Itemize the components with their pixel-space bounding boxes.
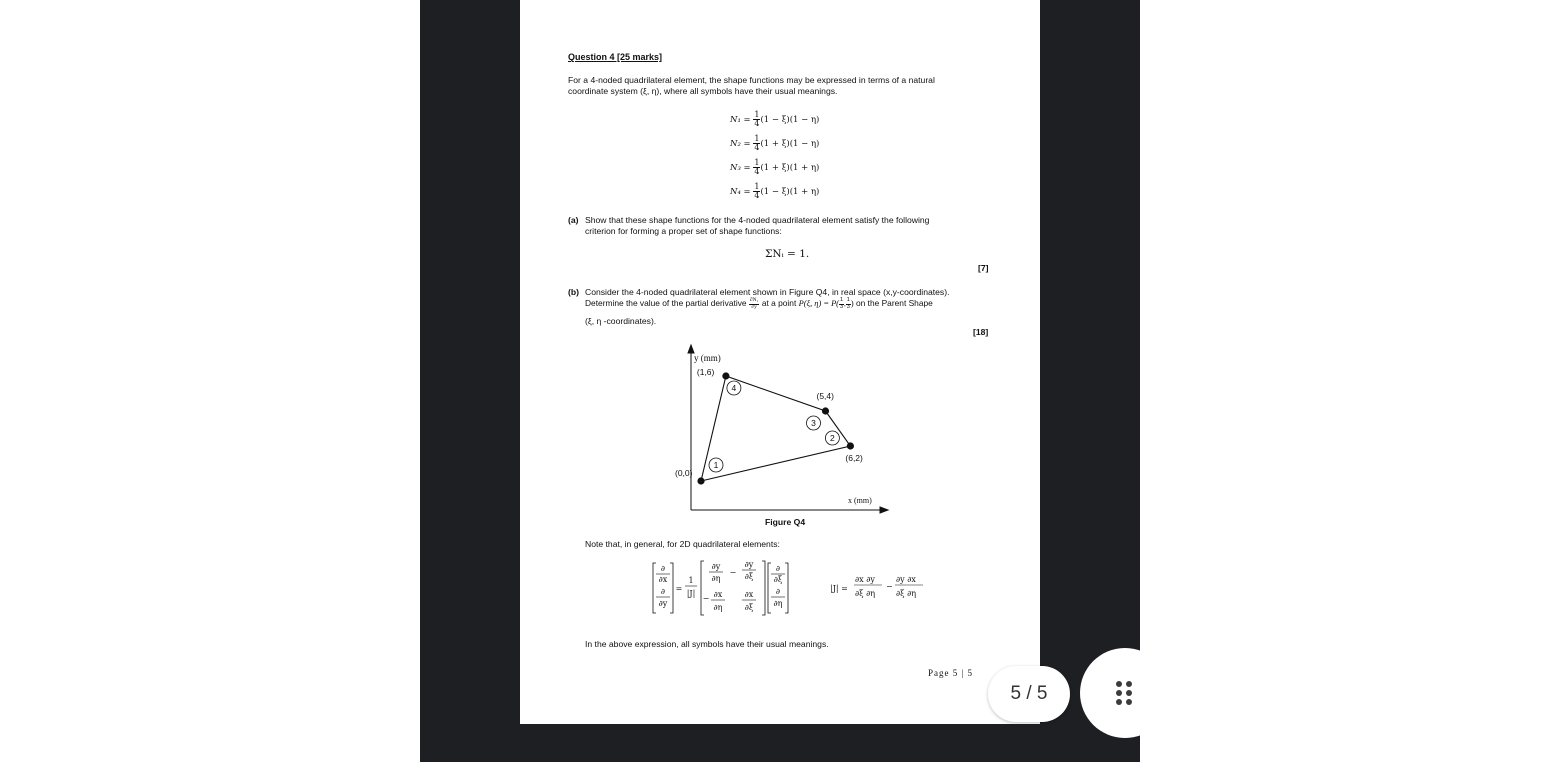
m22-num: ∂x — [744, 590, 754, 599]
shape-function-lhs: N₁ = — [730, 115, 754, 125]
node-2-number: 2 — [830, 433, 835, 443]
part-b-label: (b) — [568, 287, 579, 297]
rhs-d-top: ∂ — [775, 564, 781, 573]
node-2-coord-label: (6,2) — [845, 453, 863, 463]
lhs-d-bottom: ∂ — [660, 587, 666, 596]
frac-num: 1 — [754, 134, 760, 143]
jacobian-lhs: |J| = — [830, 584, 848, 593]
shape-function-lhs: N₂ = — [730, 139, 754, 149]
grip-dots-icon — [1116, 681, 1134, 705]
shape-function-rhs: (1 + ξ)(1 − η) — [760, 139, 820, 149]
page-counter[interactable]: 5 / 5 — [988, 666, 1070, 722]
node-4-number: 4 — [731, 383, 737, 393]
shape-function-rhs: (1 − ξ)(1 + η) — [760, 187, 820, 197]
m21-minus: − — [702, 594, 710, 603]
shape-function-3 — [730, 159, 819, 176]
part-a-label: (a) — [568, 215, 579, 225]
jacobian-t1-den: ∂ξ ∂η — [855, 589, 876, 598]
point-frac-xi-den: 3 — [839, 303, 844, 310]
part-b-marks: [18] — [973, 327, 989, 337]
part-b-at-point: at a point — [761, 298, 797, 309]
lhs-dy: ∂y — [658, 599, 668, 608]
frac-num: 1 — [754, 158, 760, 167]
part-a-line-2: criterion for forming a proper set of shape functions: — [585, 226, 782, 236]
frac-den: 4 — [754, 143, 760, 152]
node-3-coord-label: (5,4) — [816, 391, 834, 401]
node-3-point — [822, 407, 829, 414]
m11-num: ∂y — [711, 562, 721, 571]
pdf-viewer — [420, 0, 1140, 762]
rhs-d-bottom: ∂ — [775, 587, 781, 596]
derivative-matrix-equation — [645, 555, 805, 617]
m11-den: ∂η — [711, 574, 721, 583]
shape-function-4 — [730, 183, 819, 200]
x-axis-arrow — [880, 507, 888, 513]
shape-function-lhs: N₃ = — [730, 163, 754, 173]
inv-jacobian-num: 1 — [688, 576, 694, 585]
document-page — [520, 0, 1040, 724]
y-axis-arrow — [688, 345, 694, 353]
derivative-num: ∂N₁ — [749, 297, 759, 303]
rhs-dxi: ∂ξ — [773, 575, 783, 584]
node-4-coord-label: (1,6) — [696, 367, 715, 377]
rhs-deta: ∂η — [773, 599, 783, 608]
figure-q4 — [670, 340, 910, 520]
part-b-line-2-start: Determine the value of the partial derivative — [585, 298, 747, 309]
node-1-point — [697, 477, 704, 484]
m21-num: ∂x — [713, 590, 723, 599]
point-frac-xi-num: 1 — [839, 297, 844, 303]
point-expression: P(ξ, η) = P( — [798, 299, 839, 309]
point-close: ) — [850, 299, 854, 309]
jacobian-t2-den: ∂ξ ∂η — [896, 589, 917, 598]
y-axis-label: y (mm) — [694, 353, 721, 363]
lhs-d-top: ∂ — [660, 564, 666, 573]
question-heading: Question 4 [25 marks] — [568, 52, 663, 62]
node-3-number: 3 — [811, 418, 816, 428]
frac-den: 4 — [754, 167, 760, 176]
shape-function-rhs: (1 − ξ)(1 − η) — [760, 115, 820, 125]
shape-function-1 — [730, 111, 819, 128]
note-line: Note that, in general, for 2D quadrilateral elements: — [585, 539, 780, 549]
part-a-marks: [7] — [978, 263, 989, 273]
node-1-coord-label: (0,0) — [675, 468, 693, 478]
m22-den: ∂ξ — [744, 603, 754, 612]
part-b-line-3: (ξ, η -coordinates). — [585, 316, 657, 326]
jacobian-determinant — [830, 570, 940, 604]
part-b-line-1: Consider the 4-noded quadrilateral element shown in Figure Q4, in real space (x,y-coordinates). — [585, 287, 950, 297]
inv-jacobian-den: |J| — [686, 589, 696, 598]
shape-function-2 — [730, 135, 819, 152]
frac-num: 1 — [754, 110, 760, 119]
equals-sign: = — [675, 584, 683, 593]
jacobian-t1-num: ∂x ∂y — [855, 575, 875, 584]
m12-minus: − — [729, 568, 737, 577]
page-footer: Page 5 | 5 — [928, 668, 974, 678]
derivative-den: ∂y — [751, 303, 757, 310]
derivative-fraction — [749, 298, 760, 310]
part-a-line-1: Show that these shape functions for the 4-noded quadrilateral element satisfy the following — [585, 215, 930, 225]
intro-line-2: coordinate system (ξ, η), where all symbols have their usual meanings. — [568, 86, 838, 96]
m21-den: ∂η — [713, 603, 723, 612]
node-1-number: 1 — [713, 460, 719, 470]
frac-den: 4 — [754, 191, 760, 200]
figure-caption: Figure Q4 — [765, 517, 806, 527]
frac-num: 1 — [754, 182, 760, 191]
m12-den: ∂ξ — [744, 572, 754, 581]
point-frac-eta-num: 1 — [846, 297, 850, 303]
part-b-line-2: Determine the value of the partial derivative $\frac{\text{∂N₁}}{\partial y}$ at a point P(ξ, η) = P( $\frac{1}{3}$ , $\frac{1}{3}$ ) on the Parent Shape — [585, 297, 933, 310]
node-4-point — [722, 372, 729, 379]
x-axis-label: x (mm) — [848, 496, 872, 505]
quadrilateral-element — [675, 367, 863, 485]
shape-function-rhs: (1 + ξ)(1 + η) — [760, 163, 820, 173]
shape-function-lhs: N₄ = — [730, 187, 754, 197]
jacobian-t2-num: ∂y ∂x — [896, 575, 916, 584]
node-2-point — [847, 442, 854, 449]
part-b-line-2-end: on the Parent Shape — [855, 298, 933, 309]
axes — [688, 345, 888, 513]
sum-equation: ΣNᵢ = 1. — [765, 248, 810, 260]
intro-line-1: For a 4-noded quadrilateral element, the shape functions may be expressed in terms of a natural — [568, 75, 935, 85]
menu-button[interactable] — [1080, 648, 1170, 738]
closing-line: In the above expression, all symbols have their usual meanings. — [585, 639, 829, 649]
m12-num: ∂y — [744, 560, 754, 569]
point-frac-eta-den: 3 — [846, 303, 850, 310]
lhs-dx: ∂x — [658, 575, 668, 584]
jacobian-minus: − — [886, 582, 893, 591]
frac-den: 4 — [754, 119, 760, 128]
